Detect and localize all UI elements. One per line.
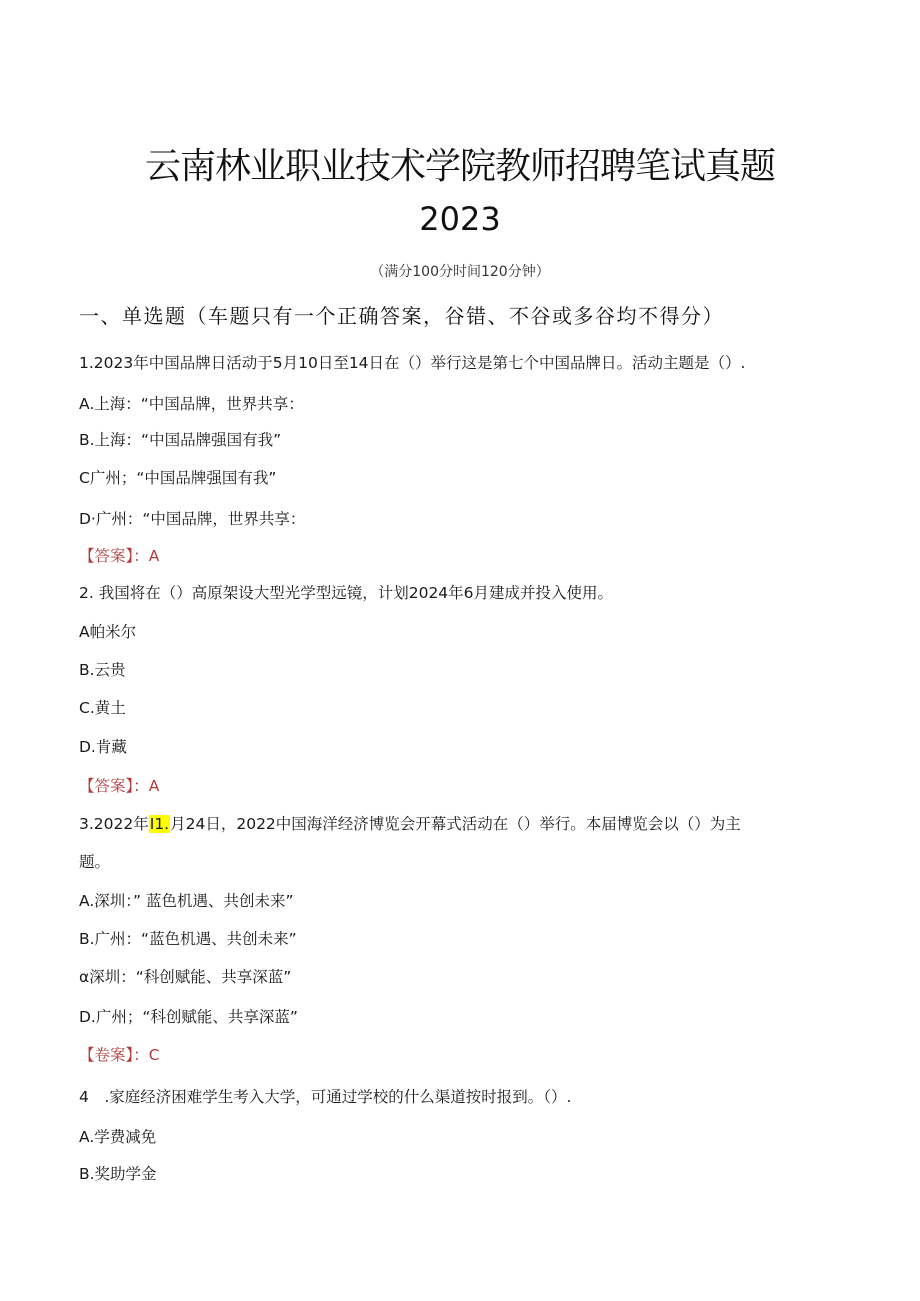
question-1-option-a: A.上海：“中国品牌，世界共享： [79,395,304,413]
answer-tag: 【卷案】 [79,1046,134,1064]
answer-value: ：A [133,777,160,795]
question-3-stem [79,812,741,834]
question-2-option-d: D.肯藏 [79,738,127,756]
exam-info: （满分100分时间120分钟） [370,264,550,280]
question-4-stem: 4 .家庭经济困难学生考入大学，可通过学校的什么渠道按时报到。（）. [79,1088,572,1106]
question-3-answer [79,1043,160,1065]
question-2-option-c: C.黄土 [79,699,126,717]
answer-tag: 【答案】 [79,547,134,565]
question-2-stem: 2. 我国将在（）高原架设大型光学型远镜，计划2024年6月建成并投入使用。 [79,584,614,602]
question-1-option-b: B.上海：“中国品牌强国有我” [79,431,282,449]
question-1-stem: 1.2023年中国品牌日活动于5月10日至14日在（）举行这是第七个中国品牌日。活动主题是（）. [79,354,746,372]
document-title-year: 2023 [419,200,501,238]
question-1-option-c: C广州；“中国品牌强国有我” [79,469,277,487]
question-2-option-a: A帕米尔 [79,623,137,641]
document-title: 云南林业职业技术学院教师招聘笔试真题 [144,146,775,187]
question-1-option-d: D·广州：“中国品牌，世界共享： [79,510,306,528]
question-3-option-c: α深圳：“科创赋能、共享深蓝” [79,968,292,986]
question-3-option-b: B.广州：“蓝色机遇、共创未来” [79,930,297,948]
answer-value: ：A [133,547,160,565]
question-4-option-b: B.奖助学金 [79,1165,157,1183]
highlighted-text: I1. [149,815,170,833]
question-3-stem-continued: 题。 [79,853,111,871]
answer-value: ：C [133,1046,160,1064]
question-1-answer [79,544,159,566]
question-3-option-a: A.深圳：” 蓝色机遇、共创未来” [79,892,294,910]
question-3-stem-start: 3.2022年 [79,815,149,833]
question-4-option-a: A.学费减免 [79,1128,157,1146]
question-2-answer [79,774,159,796]
question-3-option-d: D.广州；“科创赋能、共享深蓝” [79,1008,298,1026]
section-heading: 一、单选题（车题只有一个正确答案，谷错、不谷或多谷均不得分） [79,304,724,328]
question-3-stem-rest: 月24日，2022中国海洋经济博览会开幕式活动在（）举行。本届博览会以（）为主 [170,815,741,833]
answer-tag: 【答案】 [79,777,134,795]
question-2-option-b: B.云贵 [79,661,126,679]
